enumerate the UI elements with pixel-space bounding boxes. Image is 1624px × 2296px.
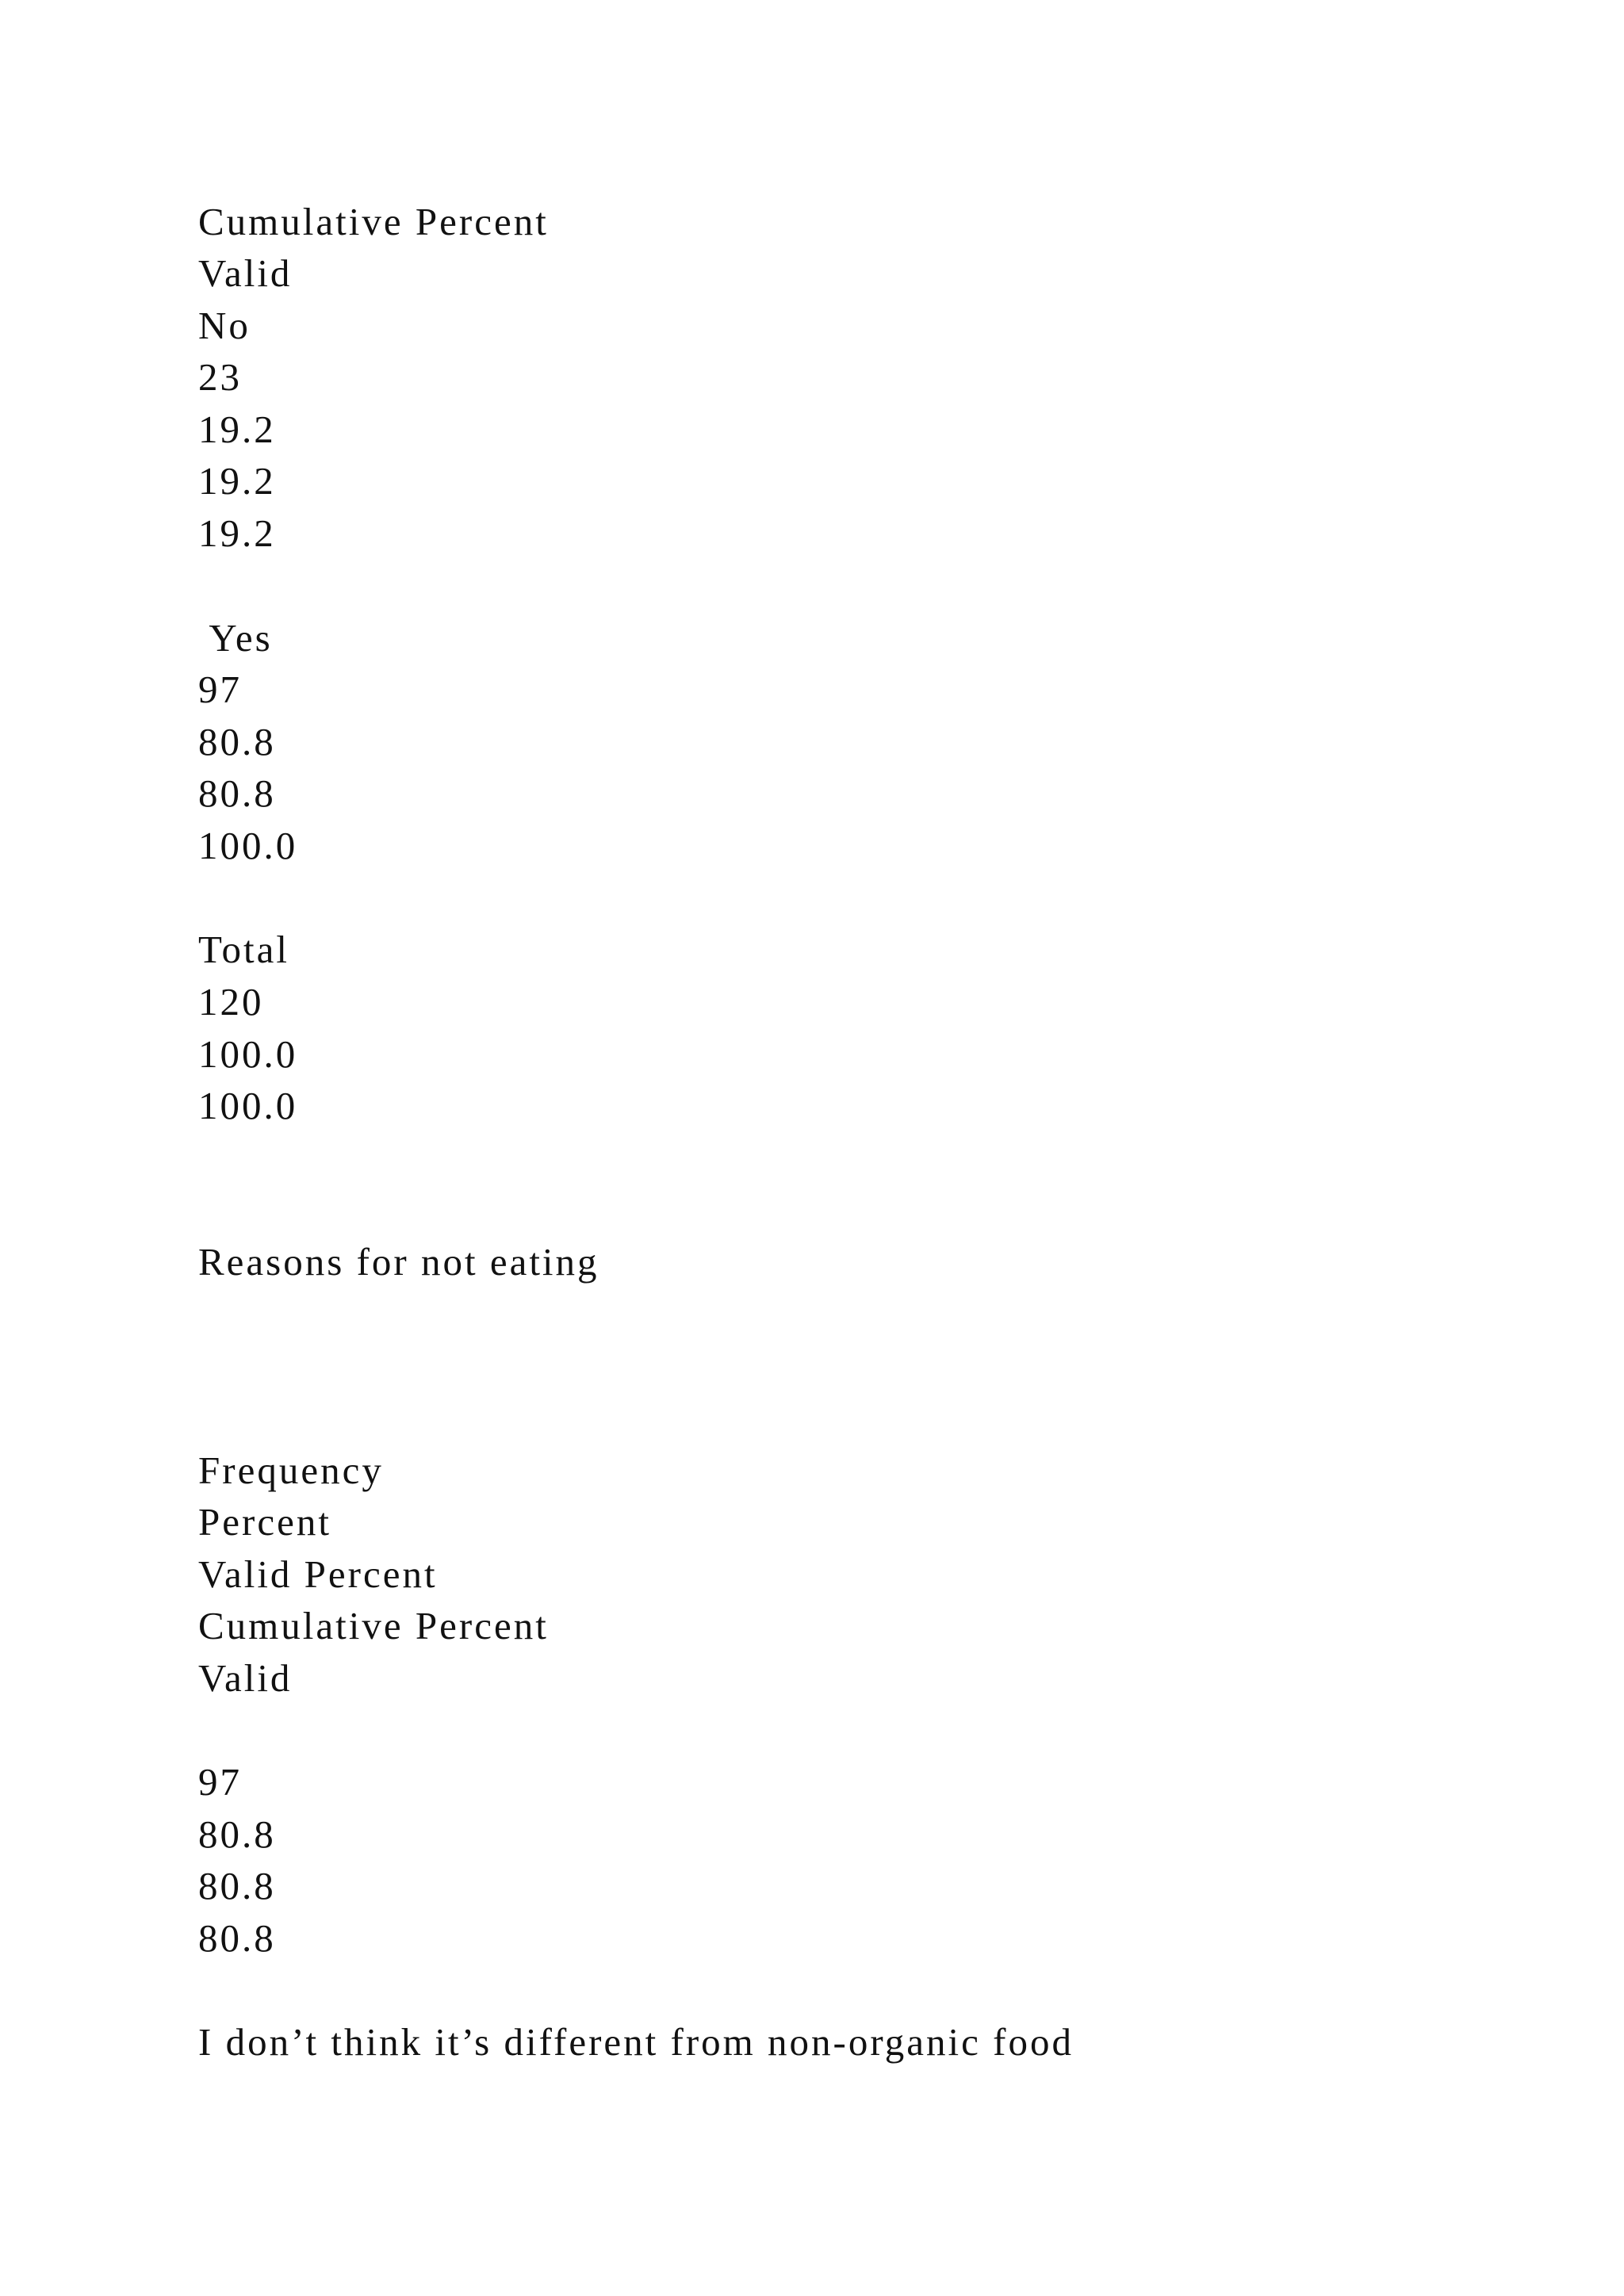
cumulative-percent-header: Cumulative Percent [198, 200, 549, 243]
row-yes-valid-percent: 80.8 [198, 771, 276, 815]
row-label-total: Total [198, 928, 289, 971]
row-yes-frequency: 97 [198, 668, 242, 711]
total-valid-percent: 100.0 [198, 1084, 298, 1127]
reason-row-valid-percent: 80.8 [198, 1864, 276, 1908]
row-yes-cumulative-percent: 100.0 [198, 824, 298, 867]
valid-label-2: Valid [198, 1656, 293, 1700]
total-percent: 100.0 [198, 1032, 298, 1076]
header-cumulative-percent: Cumulative Percent [198, 1604, 549, 1647]
row-no-valid-percent: 19.2 [198, 459, 276, 503]
reason-text: I don’t think it’s different from non-organic food [198, 2020, 1074, 2064]
reason-row-frequency: 97 [198, 1760, 242, 1804]
header-percent: Percent [198, 1500, 331, 1544]
total-frequency: 120 [198, 980, 264, 1024]
section-title: Reasons for not eating [198, 1240, 599, 1284]
header-valid-percent: Valid Percent [198, 1552, 438, 1596]
reason-row-percent: 80.8 [198, 1812, 276, 1856]
row-no-frequency: 23 [198, 355, 242, 399]
row-yes-percent: 80.8 [198, 720, 276, 763]
row-no-percent: 19.2 [198, 408, 276, 451]
row-label-no: No [198, 304, 251, 347]
row-no-cumulative-percent: 19.2 [198, 511, 276, 555]
valid-label: Valid [198, 251, 293, 295]
reason-row-cumulative-percent: 80.8 [198, 1916, 276, 1960]
header-frequency: Frequency [198, 1448, 384, 1492]
row-label-yes: Yes [198, 616, 273, 660]
